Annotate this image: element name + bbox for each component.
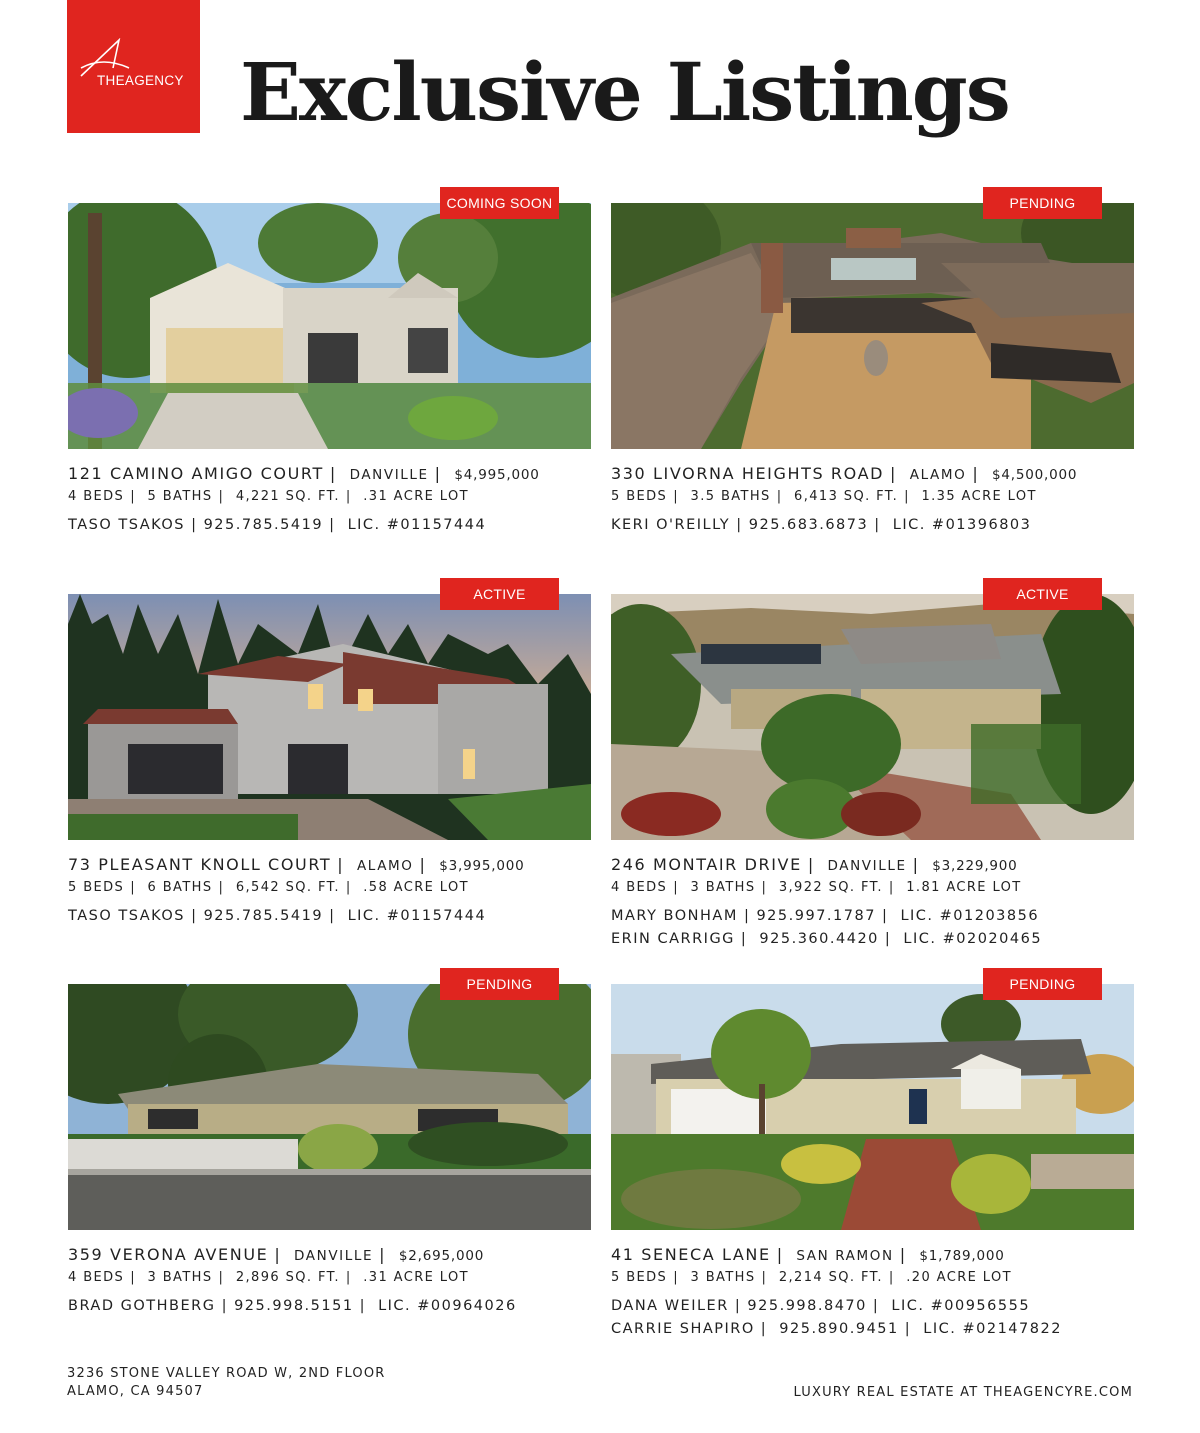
listing-sqft: 6,542 SQ. FT. bbox=[235, 880, 340, 895]
listing-address: 41 SENECA LANE bbox=[611, 1245, 771, 1264]
listing-baths: 3 BATHS bbox=[690, 1270, 756, 1285]
listing-photo[interactable] bbox=[68, 203, 591, 449]
listing-photo[interactable] bbox=[611, 203, 1134, 449]
aerial-courtyard-house-photo bbox=[611, 203, 1134, 449]
agent-license: LIC. #02020465 bbox=[903, 931, 1043, 947]
listing-details bbox=[68, 464, 628, 534]
listing-beds: 4 BEDS bbox=[611, 880, 668, 895]
modern-white-house-photo bbox=[68, 203, 591, 449]
agent-name: MARY BONHAM bbox=[611, 908, 738, 924]
listing-price: $4,500,000 bbox=[992, 467, 1078, 483]
agent-license: LIC. #01157444 bbox=[347, 517, 487, 533]
listing-sqft: 3,922 SQ. FT. bbox=[778, 880, 883, 895]
agent-line: MARY BONHAM | 925.997.1787 | LIC. #01203856 bbox=[611, 908, 1040, 924]
listing-baths: 3 BATHS bbox=[147, 1270, 213, 1285]
agent-name: TASO TSAKOS bbox=[68, 908, 185, 924]
listing-baths: 5 BATHS bbox=[147, 489, 213, 504]
office-address bbox=[67, 1365, 386, 1401]
listing-lot: .20 ACRE LOT bbox=[906, 1270, 1012, 1285]
listing-address: 73 PLEASANT KNOLL COURT bbox=[68, 855, 332, 874]
specs-line: 4 BEDS | 3 BATHS | 3,922 SQ. FT. | 1.81 ACRE LOT bbox=[611, 880, 1022, 895]
agent-line: ERIN CARRIGG | 925.360.4420 | LIC. #02020465 bbox=[611, 931, 1043, 947]
listing-city: DANVILLE bbox=[827, 858, 907, 874]
listing-city: ALAMO bbox=[909, 467, 967, 483]
listing-lot: .58 ACRE LOT bbox=[363, 880, 469, 895]
the-agency-logo[interactable] bbox=[67, 0, 200, 133]
logo-wordmark: THEAGENCY bbox=[97, 73, 184, 88]
status-badge: ACTIVE bbox=[983, 578, 1102, 610]
listing-address: 246 MONTAIR DRIVE bbox=[611, 855, 802, 874]
agent-name: ERIN CARRIGG bbox=[611, 931, 735, 947]
listing-details bbox=[611, 464, 1171, 534]
listing-price: $3,229,900 bbox=[932, 858, 1018, 874]
website-tagline[interactable]: LUXURY REAL ESTATE AT THEAGENCYRE.COM bbox=[793, 1385, 1133, 1400]
listing-details bbox=[611, 855, 1171, 948]
agent-name: DANA WEILER bbox=[611, 1298, 729, 1314]
agent-license: LIC. #00964026 bbox=[378, 1298, 517, 1314]
listing-price: $2,695,000 bbox=[398, 1248, 485, 1264]
status-badge: PENDING bbox=[983, 187, 1102, 219]
agent-line: DANA WEILER | 925.998.8470 | LIC. #00956555 bbox=[611, 1298, 1031, 1314]
listing-lot: 1.35 ACRE LOT bbox=[921, 489, 1037, 504]
aerial-hillside-house-photo bbox=[611, 594, 1134, 840]
listing-photo[interactable] bbox=[611, 984, 1134, 1230]
agent-phone[interactable]: 925.998.8470 bbox=[747, 1298, 867, 1314]
listing-sqft: 2,214 SQ. FT. bbox=[778, 1270, 883, 1285]
agent-phone[interactable]: 925.998.5151 bbox=[234, 1298, 354, 1314]
agent-phone[interactable]: 925.890.9451 bbox=[779, 1321, 899, 1337]
address-line: 73 PLEASANT KNOLL COURT | ALAMO | $3,995,000 bbox=[68, 855, 525, 874]
listing-lot: 1.81 ACRE LOT bbox=[906, 880, 1022, 895]
listing-baths: 6 BATHS bbox=[147, 880, 213, 895]
agent-license: LIC. #00956555 bbox=[891, 1298, 1031, 1314]
status-badge: COMING SOON bbox=[440, 187, 559, 219]
listing-city: SAN RAMON bbox=[796, 1248, 894, 1264]
listing-address: 121 CAMINO AMIGO COURT bbox=[68, 464, 324, 483]
listing-lot: .31 ACRE LOT bbox=[363, 489, 469, 504]
listing-details bbox=[68, 1245, 628, 1315]
address-line: 359 VERONA AVENUE | DANVILLE | $2,695,000 bbox=[68, 1245, 485, 1264]
agent-license: LIC. #01396803 bbox=[892, 517, 1032, 533]
specs-line: 4 BEDS | 3 BATHS | 2,896 SQ. FT. | .31 ACRE LOT bbox=[68, 1270, 469, 1285]
agent-line: TASO TSAKOS | 925.785.5419 | LIC. #01157444 bbox=[68, 908, 487, 924]
listing-baths: 3.5 BATHS bbox=[690, 489, 771, 504]
listing-details bbox=[611, 1245, 1171, 1338]
address-line: 246 MONTAIR DRIVE | DANVILLE | $3,229,900 bbox=[611, 855, 1018, 874]
listing-city: DANVILLE bbox=[294, 1248, 374, 1264]
agent-phone[interactable]: 925.360.4420 bbox=[759, 931, 879, 947]
agent-name: CARRIE SHAPIRO bbox=[611, 1321, 755, 1337]
listing-city: ALAMO bbox=[356, 858, 414, 874]
listing-baths: 3 BATHS bbox=[690, 880, 756, 895]
listing-beds: 4 BEDS bbox=[68, 489, 125, 504]
address-line: 41 SENECA LANE | SAN RAMON | $1,789,000 bbox=[611, 1245, 1005, 1264]
listing-price: $3,995,000 bbox=[439, 858, 525, 874]
agent-phone[interactable]: 925.683.6873 bbox=[748, 517, 869, 533]
listing-beds: 4 BEDS bbox=[68, 1270, 125, 1285]
agent-name: KERI O'REILLY bbox=[611, 517, 731, 533]
listing-sqft: 2,896 SQ. FT. bbox=[235, 1270, 340, 1285]
listing-price: $4,995,000 bbox=[454, 467, 540, 483]
listing-lot: .31 ACRE LOT bbox=[363, 1270, 469, 1285]
address-line: 330 LIVORNA HEIGHTS ROAD | ALAMO | $4,500,000 bbox=[611, 464, 1078, 483]
listing-address: 330 LIVORNA HEIGHTS ROAD bbox=[611, 464, 885, 483]
listing-details bbox=[68, 855, 628, 925]
listing-beds: 5 BEDS bbox=[68, 880, 125, 895]
agent-name: BRAD GOTHBERG bbox=[68, 1298, 216, 1314]
listing-photo[interactable] bbox=[611, 594, 1134, 840]
agent-phone[interactable]: 925.785.5419 bbox=[203, 517, 324, 533]
status-badge: PENDING bbox=[440, 968, 559, 1000]
address-line: 121 CAMINO AMIGO COURT | DANVILLE | $4,995,000 bbox=[68, 464, 540, 483]
agent-license: LIC. #01157444 bbox=[347, 908, 487, 924]
address-line-1: 3236 STONE VALLEY ROAD W, 2ND FLOOR bbox=[67, 1366, 386, 1381]
listing-beds: 5 BEDS bbox=[611, 1270, 668, 1285]
garden-steps-house-photo bbox=[611, 984, 1134, 1230]
status-badge: ACTIVE bbox=[440, 578, 559, 610]
specs-line: 5 BEDS | 3.5 BATHS | 6,413 SQ. FT. | 1.35 ACRE LOT bbox=[611, 489, 1037, 504]
listing-photo[interactable] bbox=[68, 594, 591, 840]
listing-sqft: 6,413 SQ. FT. bbox=[794, 489, 899, 504]
agency-a-mark-icon bbox=[79, 38, 139, 78]
address-line-2: ALAMO, CA 94507 bbox=[67, 1384, 204, 1399]
agent-license: LIC. #02147822 bbox=[923, 1321, 1062, 1337]
two-story-dusk-house-photo bbox=[68, 594, 591, 840]
listing-sqft: 4,221 SQ. FT. bbox=[235, 489, 340, 504]
agent-phone[interactable]: 925.997.1787 bbox=[756, 908, 876, 924]
specs-line: 5 BEDS | 6 BATHS | 6,542 SQ. FT. | .58 ACRE LOT bbox=[68, 880, 469, 895]
listing-price: $1,789,000 bbox=[919, 1248, 1005, 1264]
status-badge: PENDING bbox=[983, 968, 1102, 1000]
agent-license: LIC. #01203856 bbox=[900, 908, 1040, 924]
ranch-house-street-photo bbox=[68, 984, 591, 1230]
agent-line: CARRIE SHAPIRO | 925.890.9451 | LIC. #02147822 bbox=[611, 1321, 1062, 1337]
specs-line: 5 BEDS | 3 BATHS | 2,214 SQ. FT. | .20 ACRE LOT bbox=[611, 1270, 1012, 1285]
agent-line: BRAD GOTHBERG | 925.998.5151 | LIC. #00964026 bbox=[68, 1298, 517, 1314]
agent-phone[interactable]: 925.785.5419 bbox=[203, 908, 324, 924]
listing-photo[interactable] bbox=[68, 984, 591, 1230]
agent-name: TASO TSAKOS bbox=[68, 517, 185, 533]
listing-beds: 5 BEDS bbox=[611, 489, 668, 504]
specs-line: 4 BEDS | 5 BATHS | 4,221 SQ. FT. | .31 ACRE LOT bbox=[68, 489, 469, 504]
listing-city: DANVILLE bbox=[349, 467, 429, 483]
page-headline: Exclusive Listings bbox=[240, 45, 1009, 139]
agent-line: KERI O'REILLY | 925.683.6873 | LIC. #01396803 bbox=[611, 517, 1032, 533]
agent-line: TASO TSAKOS | 925.785.5419 | LIC. #01157444 bbox=[68, 517, 487, 533]
listing-address: 359 VERONA AVENUE bbox=[68, 1245, 269, 1264]
